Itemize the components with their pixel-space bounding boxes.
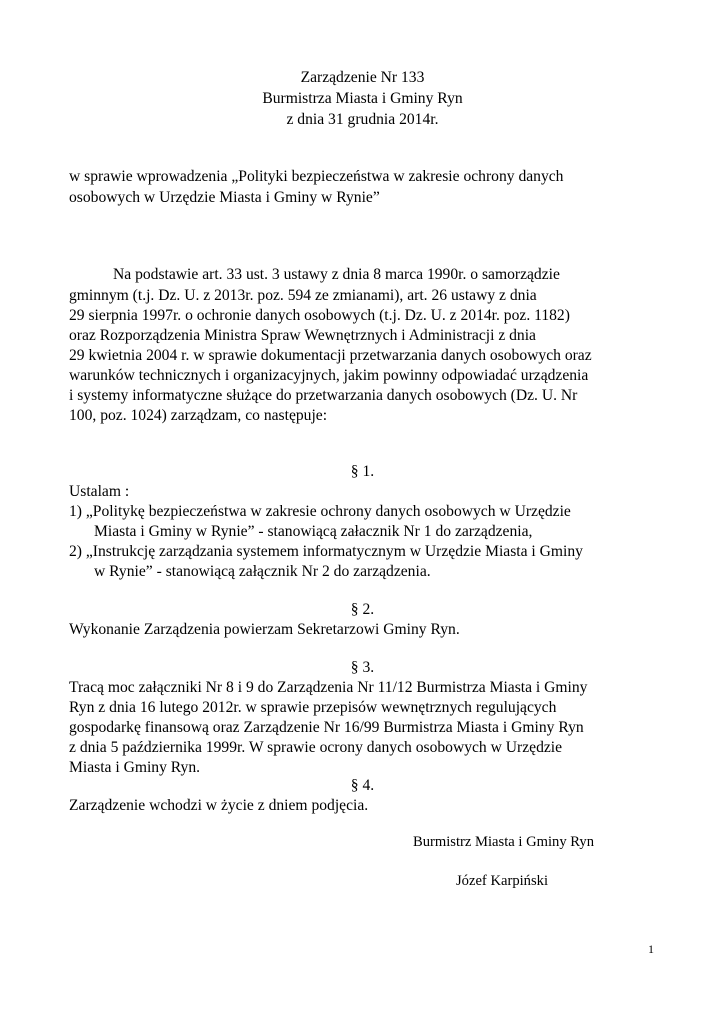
section-1-item-2: 2) „Instrukcję zarządzania systemem informatycznym w Urzędzie Miasta i Gminy <box>69 543 583 560</box>
section-3-heading: § 3. <box>350 659 375 676</box>
section-3-line: Ryn z dnia 16 lutego 2012r. w sprawie przepisów wewnętrznych regulujących <box>69 699 557 716</box>
signature-name: Józef Karpiński <box>456 873 548 889</box>
preamble-line: gminnym (t.j. Dz. U. z 2013r. poz. 594 ze zmianami), art. 26 ustawy z dnia <box>69 287 537 304</box>
preamble-line: oraz Rozporządzenia Ministra Spraw Wewnętrznych i Administracji z dnia <box>69 327 536 344</box>
section-4-text: Zarządzenie wchodzi w życie z dniem podjęcia. <box>69 797 369 814</box>
preamble-line: Na podstawie art. 33 ust. 3 ustawy z dnia 8 marca 1990r. o samorządzie <box>113 266 560 283</box>
preamble-line: warunków technicznych i organizacyjnych, jakim powinny odpowiadać urządzenia <box>69 367 589 384</box>
section-3-line: z dnia 5 października 1999r. W sprawie ocrony danych osobowych w Urzędzie <box>69 739 563 756</box>
preamble-line: 29 sierpnia 1997r. o ochronie danych osobowych (t.j. Dz. U. z 2014r. poz. 1182) <box>69 307 570 324</box>
subject-line-2: osobowych w Urzędzie Miasta i Gminy w Rynie” <box>69 189 380 206</box>
signature-office: Burmistrz Miasta i Gminy Ryn <box>413 834 595 850</box>
section-3-line: Miasta i Gminy Ryn. <box>69 759 201 776</box>
section-3-line: Tracą moc załączniki Nr 8 i 9 do Zarządzenia Nr 11/12 Burmistrza Miasta i Gminy <box>69 679 588 696</box>
document-issuer: Burmistrza Miasta i Gminy Ryn <box>262 90 463 107</box>
document-date: z dnia 31 grudnia 2014r. <box>286 111 439 128</box>
section-1-intro: Ustalam : <box>69 483 130 500</box>
section-1-item-1-cont: Miasta i Gminy w Rynie” - stanowiącą załacznik Nr 1 do zarządzenia, <box>94 523 533 540</box>
section-1-heading: § 1. <box>350 463 375 480</box>
preamble-line: i systemy informatyczne służące do przetwarzania danych osobowych (Dz. U. Nr <box>69 387 578 404</box>
section-1-item-1: 1) „Politykę bezpieczeństwa w zakresie ochrony danych osobowych w Urzędzie <box>69 503 571 520</box>
document-title: Zarządzenie Nr 133 <box>300 69 425 86</box>
section-4-heading: § 4. <box>350 777 375 794</box>
section-2-heading: § 2. <box>350 601 375 618</box>
preamble-line: 100, poz. 1024) zarządzam, co następuje: <box>69 407 328 424</box>
section-3-line: gospodarkę finansową oraz Zarządzenie Nr 16/99 Burmistrza Miasta i Gminy Ryn <box>69 719 584 736</box>
page-number: 1 <box>648 942 654 956</box>
section-2-text: Wykonanie Zarządzenia powierzam Sekretarzowi Gminy Ryn. <box>69 621 460 638</box>
section-1-item-2-cont: w Rynie” - stanowiącą załącznik Nr 2 do zarządzenia. <box>94 563 431 580</box>
preamble-line: 29 kwietnia 2004 r. w sprawie dokumentacji przetwarzania danych osobowych oraz <box>69 347 592 364</box>
subject-line-1: w sprawie wprowadzenia „Polityki bezpieczeństwa w zakresie ochrony danych <box>69 168 564 185</box>
